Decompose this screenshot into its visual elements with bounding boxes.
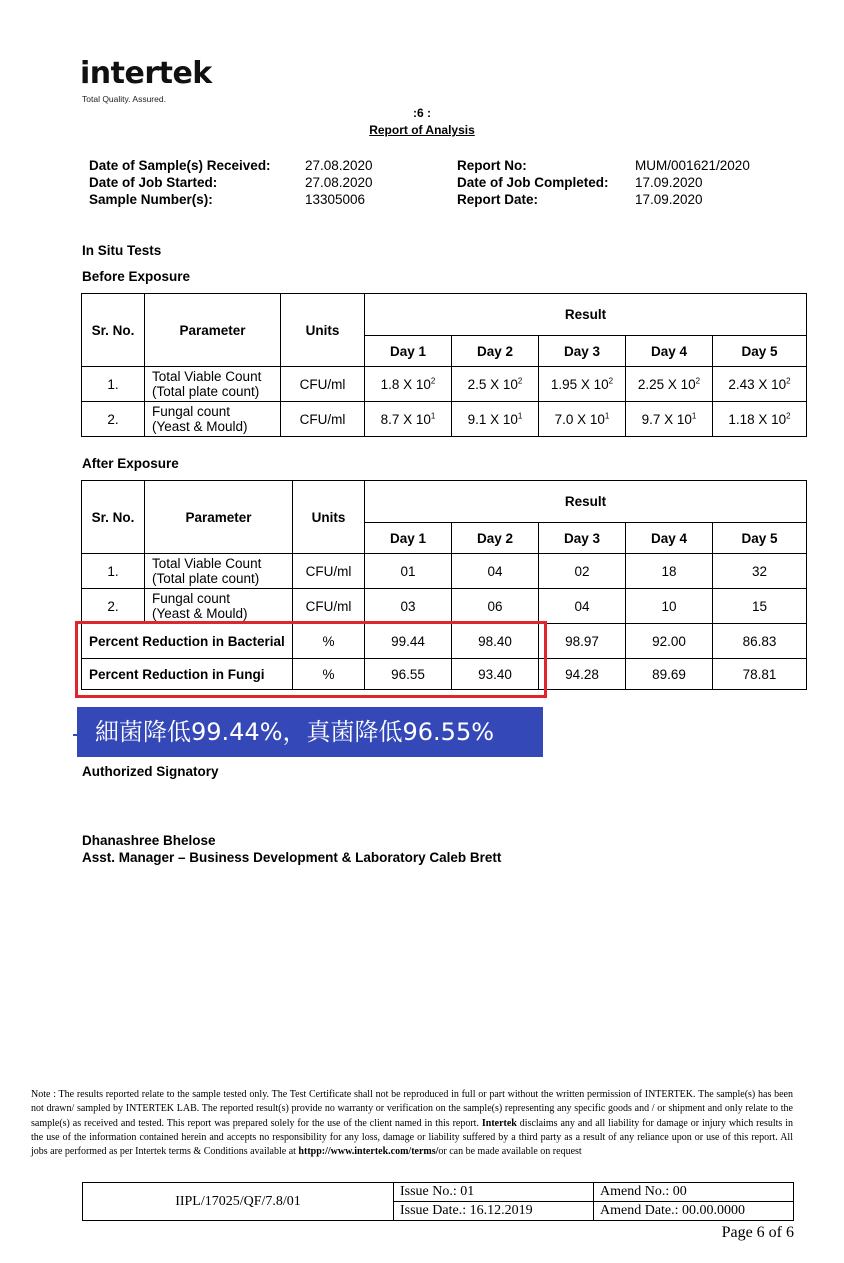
- mantissa: 2.5 X 10: [467, 376, 518, 392]
- exponent: 1: [691, 411, 697, 420]
- value-cell: [539, 367, 626, 402]
- sr-cell: 1.: [82, 367, 145, 402]
- reduction-label-bacterial: Percent Reduction in Bacterial: [82, 624, 293, 659]
- value-cell: 94.28: [539, 659, 626, 690]
- note-text: or can be made available on request: [438, 1146, 582, 1158]
- started-value: 27.08.2020: [305, 175, 373, 190]
- report-no-label: Report No:: [457, 158, 527, 173]
- mantissa: 2.25 X 10: [637, 376, 696, 392]
- col-header-day: Day 3: [539, 336, 626, 367]
- meta-values-right: [635, 157, 750, 208]
- value-cell: 89.69: [626, 659, 713, 690]
- completed-value: 17.09.2020: [635, 175, 703, 190]
- value-cell: 99.44: [365, 624, 452, 659]
- value-cell: [626, 367, 713, 402]
- value-cell: [713, 367, 807, 402]
- mantissa: 1.95 X 10: [550, 376, 609, 392]
- col-header-day: Day 2: [452, 336, 539, 367]
- col-header-day: Day 5: [713, 523, 807, 554]
- col-header-result: Result: [365, 294, 807, 336]
- col-header-parameter: Parameter: [145, 481, 293, 554]
- value-cell: 02: [539, 554, 626, 589]
- signatory-title: Asst. Manager – Business Development & Laboratory Caleb Brett: [82, 850, 502, 865]
- parameter-line: Total Viable Count: [152, 369, 262, 384]
- parameter-line: Fungal count: [152, 404, 231, 419]
- table-row: [82, 402, 807, 437]
- col-header-day: Day 1: [365, 523, 452, 554]
- received-label: Date of Sample(s) Received:: [89, 158, 271, 173]
- before-exposure-heading: Before Exposure: [82, 269, 191, 284]
- report-no-value: MUM/001621/2020: [635, 158, 750, 173]
- parameter-line: (Yeast & Mould): [152, 419, 248, 434]
- value-cell: [626, 402, 713, 437]
- table-row: [82, 554, 807, 589]
- meta-labels-left: [89, 157, 271, 208]
- exponent: 2: [517, 376, 523, 385]
- sample-value: 13305006: [305, 192, 366, 207]
- meta-values-left: [305, 157, 373, 208]
- exponent: 1: [517, 411, 523, 420]
- document-code: IIPL/17025/QF/7.8/01: [83, 1183, 394, 1221]
- col-header-result: Result: [365, 481, 807, 523]
- completed-label: Date of Job Completed:: [457, 175, 609, 190]
- page-total: 6: [786, 1224, 794, 1241]
- units-cell: %: [293, 624, 365, 659]
- sample-label: Sample Number(s):: [89, 192, 213, 207]
- authorized-signatory-label: Authorized Signatory: [82, 764, 219, 779]
- highlight-box: [75, 621, 547, 698]
- meta-labels-right: [457, 157, 609, 208]
- started-label: Date of Job Started:: [89, 175, 218, 190]
- value-cell: [539, 402, 626, 437]
- col-header-sr: Sr. No.: [82, 481, 145, 554]
- reduction-summary-banner: 細菌降低99.44%，真菌降低96.55%: [77, 707, 543, 757]
- page-mid: of: [764, 1224, 786, 1241]
- units-cell: %: [293, 659, 365, 690]
- value-cell: 98.97: [539, 624, 626, 659]
- units-cell: CFU/ml: [293, 589, 365, 624]
- value-cell: 92.00: [626, 624, 713, 659]
- sr-cell: 2.: [82, 402, 145, 437]
- value-cell: 10: [626, 589, 713, 624]
- logo-tagline: Total Quality. Assured.: [82, 94, 166, 104]
- issue-no: Issue No.: 01: [394, 1183, 594, 1202]
- value-cell: 15: [713, 589, 807, 624]
- units-cell: CFU/ml: [281, 367, 365, 402]
- note-text: Note : The results reported relate to the sample tested only. The Test Certificate shall not be reproduced in full or part without the written permission of INTERTEK. The sample(s) has been not drawn/ sampled by INTERTEK LAB. The reported result(s) provide no warranty or verification on the sample(s) representing any specific goods and / or shipment and only relate to the sample(s) as received and tested. This report was prepared solely for the use of the client named in this report.: [31, 1089, 793, 1129]
- value-cell: [452, 367, 539, 402]
- mantissa: 1.8 X 10: [380, 376, 431, 392]
- value-cell: [365, 367, 452, 402]
- table-row: [82, 589, 807, 624]
- mantissa: 9.1 X 10: [467, 411, 518, 427]
- note-text: disclaims any and all liability for damage or injury which results in the use of the information contained herein and accepts no responsibility for any loss, damage or liability suffered by a third party as a result of any reliance upon or use of this report. All jobs are performed as per Intertek terms & Conditions available at: [31, 1117, 793, 1158]
- report-date-value: 17.09.2020: [635, 192, 703, 207]
- note-brand: Intertek: [481, 1117, 517, 1129]
- value-cell: [452, 402, 539, 437]
- terms-link[interactable]: httpp://www.intertek.com/terms/: [298, 1146, 439, 1158]
- report-number-line: :6 :: [413, 106, 431, 120]
- exponent: 2: [695, 376, 701, 385]
- value-cell: 04: [539, 589, 626, 624]
- parameter-cell: [145, 402, 281, 437]
- col-header-day: Day 4: [626, 523, 713, 554]
- amend-no: Amend No.: 00: [594, 1183, 794, 1202]
- exponent: 2: [608, 376, 614, 385]
- parameter-line: (Total plate count): [152, 384, 260, 399]
- in-situ-heading: In Situ Tests: [82, 243, 162, 258]
- reduction-label-fungi: Percent Reduction in Fungi: [82, 659, 293, 690]
- value-cell: 04: [452, 554, 539, 589]
- intertek-logo: intertek: [80, 56, 212, 91]
- value-cell: 93.40: [452, 659, 539, 690]
- mantissa: 7.0 X 10: [554, 411, 605, 427]
- parameter-line: (Yeast & Mould): [152, 606, 248, 621]
- mantissa: 9.7 X 10: [641, 411, 692, 427]
- units-cell: CFU/ml: [293, 554, 365, 589]
- parameter-line: Fungal count: [152, 591, 231, 606]
- value-cell: 32: [713, 554, 807, 589]
- disclaimer-note: [31, 1088, 793, 1159]
- report-title: Report of Analysis: [369, 123, 475, 137]
- report-title-wrap: [0, 123, 844, 137]
- value-cell: 78.81: [713, 659, 807, 690]
- value-cell: 96.55: [365, 659, 452, 690]
- value-cell: [713, 402, 807, 437]
- value-cell: 98.40: [452, 624, 539, 659]
- page-prefix: Page: [721, 1224, 757, 1241]
- before-exposure-table: [81, 293, 807, 437]
- page-current: 6: [756, 1224, 765, 1241]
- col-header-parameter: Parameter: [145, 294, 281, 367]
- value-cell: 03: [365, 589, 452, 624]
- parameter-cell: [145, 367, 281, 402]
- value-cell: [365, 402, 452, 437]
- mantissa: 1.18 X 10: [728, 411, 787, 427]
- exponent: 2: [430, 376, 436, 385]
- col-header-day: Day 2: [452, 523, 539, 554]
- mantissa: 8.7 X 10: [380, 411, 431, 427]
- received-value: 27.08.2020: [305, 158, 373, 173]
- issue-date: Issue Date.: 16.12.2019: [394, 1202, 594, 1221]
- units-cell: CFU/ml: [281, 402, 365, 437]
- value-cell: 86.83: [713, 624, 807, 659]
- exponent: 1: [604, 411, 610, 420]
- sr-cell: 1.: [82, 554, 145, 589]
- sr-cell: 2.: [82, 589, 145, 624]
- parameter-cell: [145, 589, 293, 624]
- signatory-name: Dhanashree Bhelose: [82, 833, 216, 848]
- report-date-label: Report Date:: [457, 192, 539, 207]
- table-row: [82, 367, 807, 402]
- col-header-day: Day 3: [539, 523, 626, 554]
- parameter-line: (Total plate count): [152, 571, 260, 586]
- parameter-line: Total Viable Count: [152, 556, 262, 571]
- exponent: 2: [786, 411, 791, 420]
- after-exposure-heading: After Exposure: [82, 456, 179, 471]
- amend-date: Amend Date.: 00.00.0000: [594, 1202, 794, 1221]
- col-header-units: Units: [293, 481, 365, 554]
- col-header-day: Day 5: [713, 336, 807, 367]
- col-header-day: Day 1: [365, 336, 452, 367]
- exponent: 2: [786, 376, 791, 385]
- col-header-sr: Sr. No.: [82, 294, 145, 367]
- value-cell: 06: [452, 589, 539, 624]
- footer-table: [82, 1182, 794, 1221]
- exponent: 1: [430, 411, 436, 420]
- col-header-day: Day 4: [626, 336, 713, 367]
- value-cell: 18: [626, 554, 713, 589]
- col-header-units: Units: [281, 294, 365, 367]
- page-number: [722, 1224, 794, 1242]
- parameter-cell: [145, 554, 293, 589]
- value-cell: 01: [365, 554, 452, 589]
- mantissa: 2.43 X 10: [728, 376, 787, 392]
